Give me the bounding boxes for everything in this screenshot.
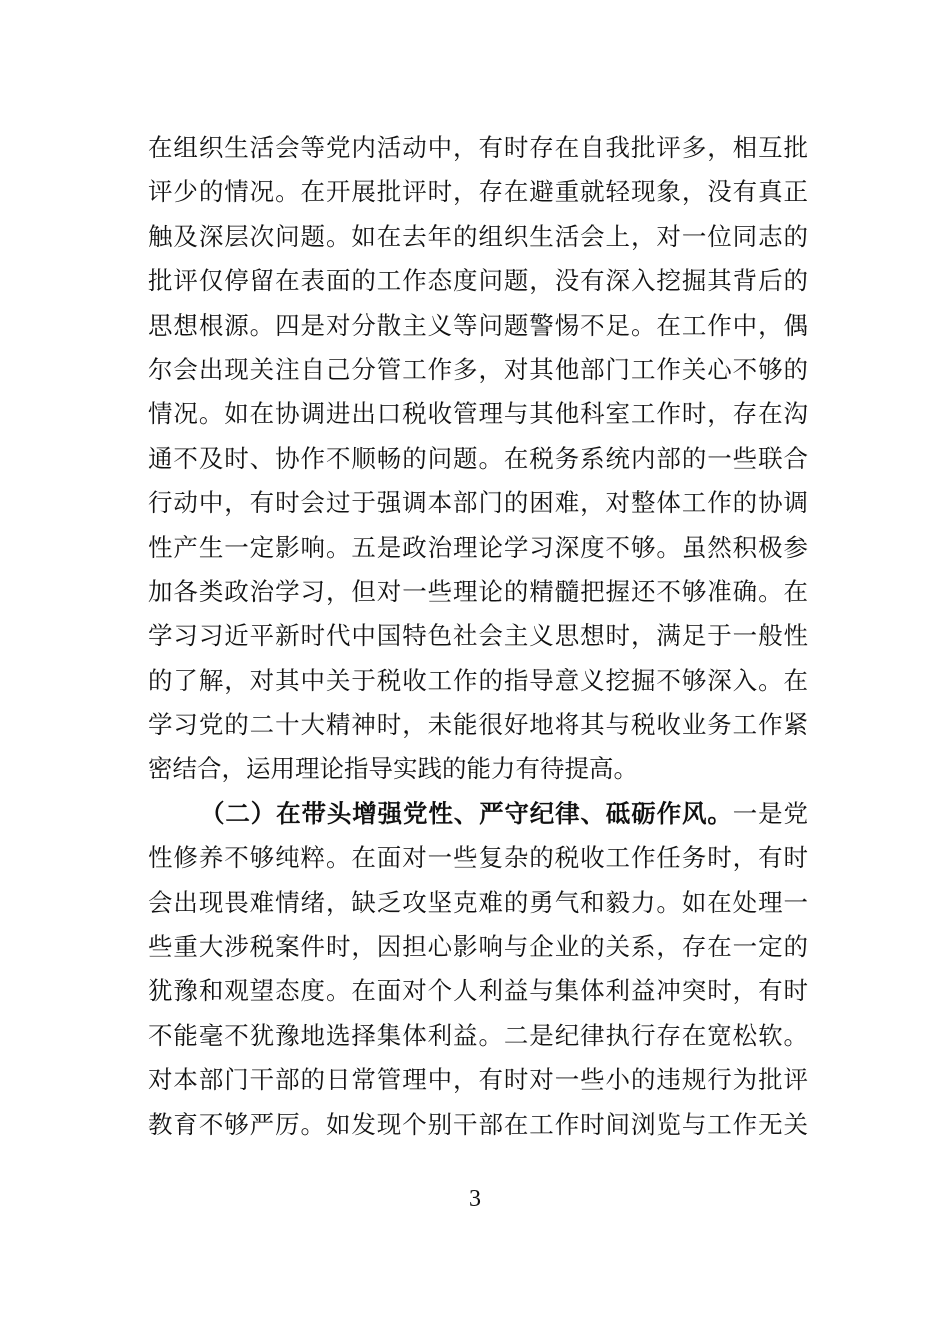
text-line: 触及深层次问题。如在去年的组织生活会上，对一位同志的 (148, 221, 808, 251)
text-line: 不能毫不犹豫地选择集体利益。二是纪律执行存在宽松软。 (148, 1020, 808, 1050)
text-line: 通不及时、协作不顺畅的问题。在税务系统内部的一些联合 (148, 443, 808, 473)
text-line: 密结合，运用理论指导实践的能力有待提高。 (148, 754, 638, 784)
text-line: 会出现畏难情绪，缺乏攻坚克难的勇气和毅力。如在处理一 (148, 887, 808, 917)
text-line: 学习习近平新时代中国特色社会主义思想时，满足于一般性 (148, 621, 808, 651)
body-text (148, 126, 808, 1147)
text-line: 的了解，对其中关于税收工作的指导意义挖掘不够深入。在 (148, 665, 808, 695)
text-line: 些重大涉税案件时，因担心影响与企业的关系，存在一定的 (148, 932, 808, 962)
text-line: 批评仅停留在表面的工作态度问题，没有深入挖掘其背后的 (148, 266, 808, 296)
text-span: 一是党 (732, 798, 809, 828)
text-line: 犹豫和观望态度。在面对个人利益与集体利益冲突时，有时 (148, 976, 808, 1006)
text-line: 尔会出现关注自己分管工作多，对其他部门工作关心不够的 (148, 354, 808, 384)
text-line: 行动中，有时会过于强调本部门的困难，对整体工作的协调 (148, 488, 808, 518)
page-number: 3 (469, 1186, 481, 1212)
text-line: 思想根源。四是对分散主义等问题警惕不足。在工作中，偶 (148, 310, 808, 340)
text-line: 评少的情况。在开展批评时，存在避重就轻现象，没有真正 (148, 177, 808, 207)
text-line: 性产生一定影响。五是政治理论学习深度不够。虽然积极参 (148, 532, 808, 562)
text-line: 加各类政治学习，但对一些理论的精髓把握还不够准确。在 (148, 576, 808, 606)
text-line: 在组织生活会等党内活动中，有时存在自我批评多，相互批 (148, 133, 808, 162)
section-heading-line (148, 792, 808, 836)
text-line: 教育不够严厉。如发现个别干部在工作时间浏览与工作无关 (148, 1109, 808, 1139)
text-line: 性修养不够纯粹。在面对一些复杂的税收工作任务时，有时 (148, 843, 808, 873)
text-line: 学习党的二十大精神时，未能很好地将其与税收业务工作紧 (148, 710, 808, 740)
text-line: 对本部门干部的日常管理中，有时对一些小的违规行为批评 (148, 1065, 808, 1095)
text-line: 情况。如在协调进出口税收管理与其他科室工作时，存在沟 (148, 399, 808, 429)
section-heading: （二）在带头增强党性、严守纪律、砥砺作风。 (200, 798, 733, 828)
